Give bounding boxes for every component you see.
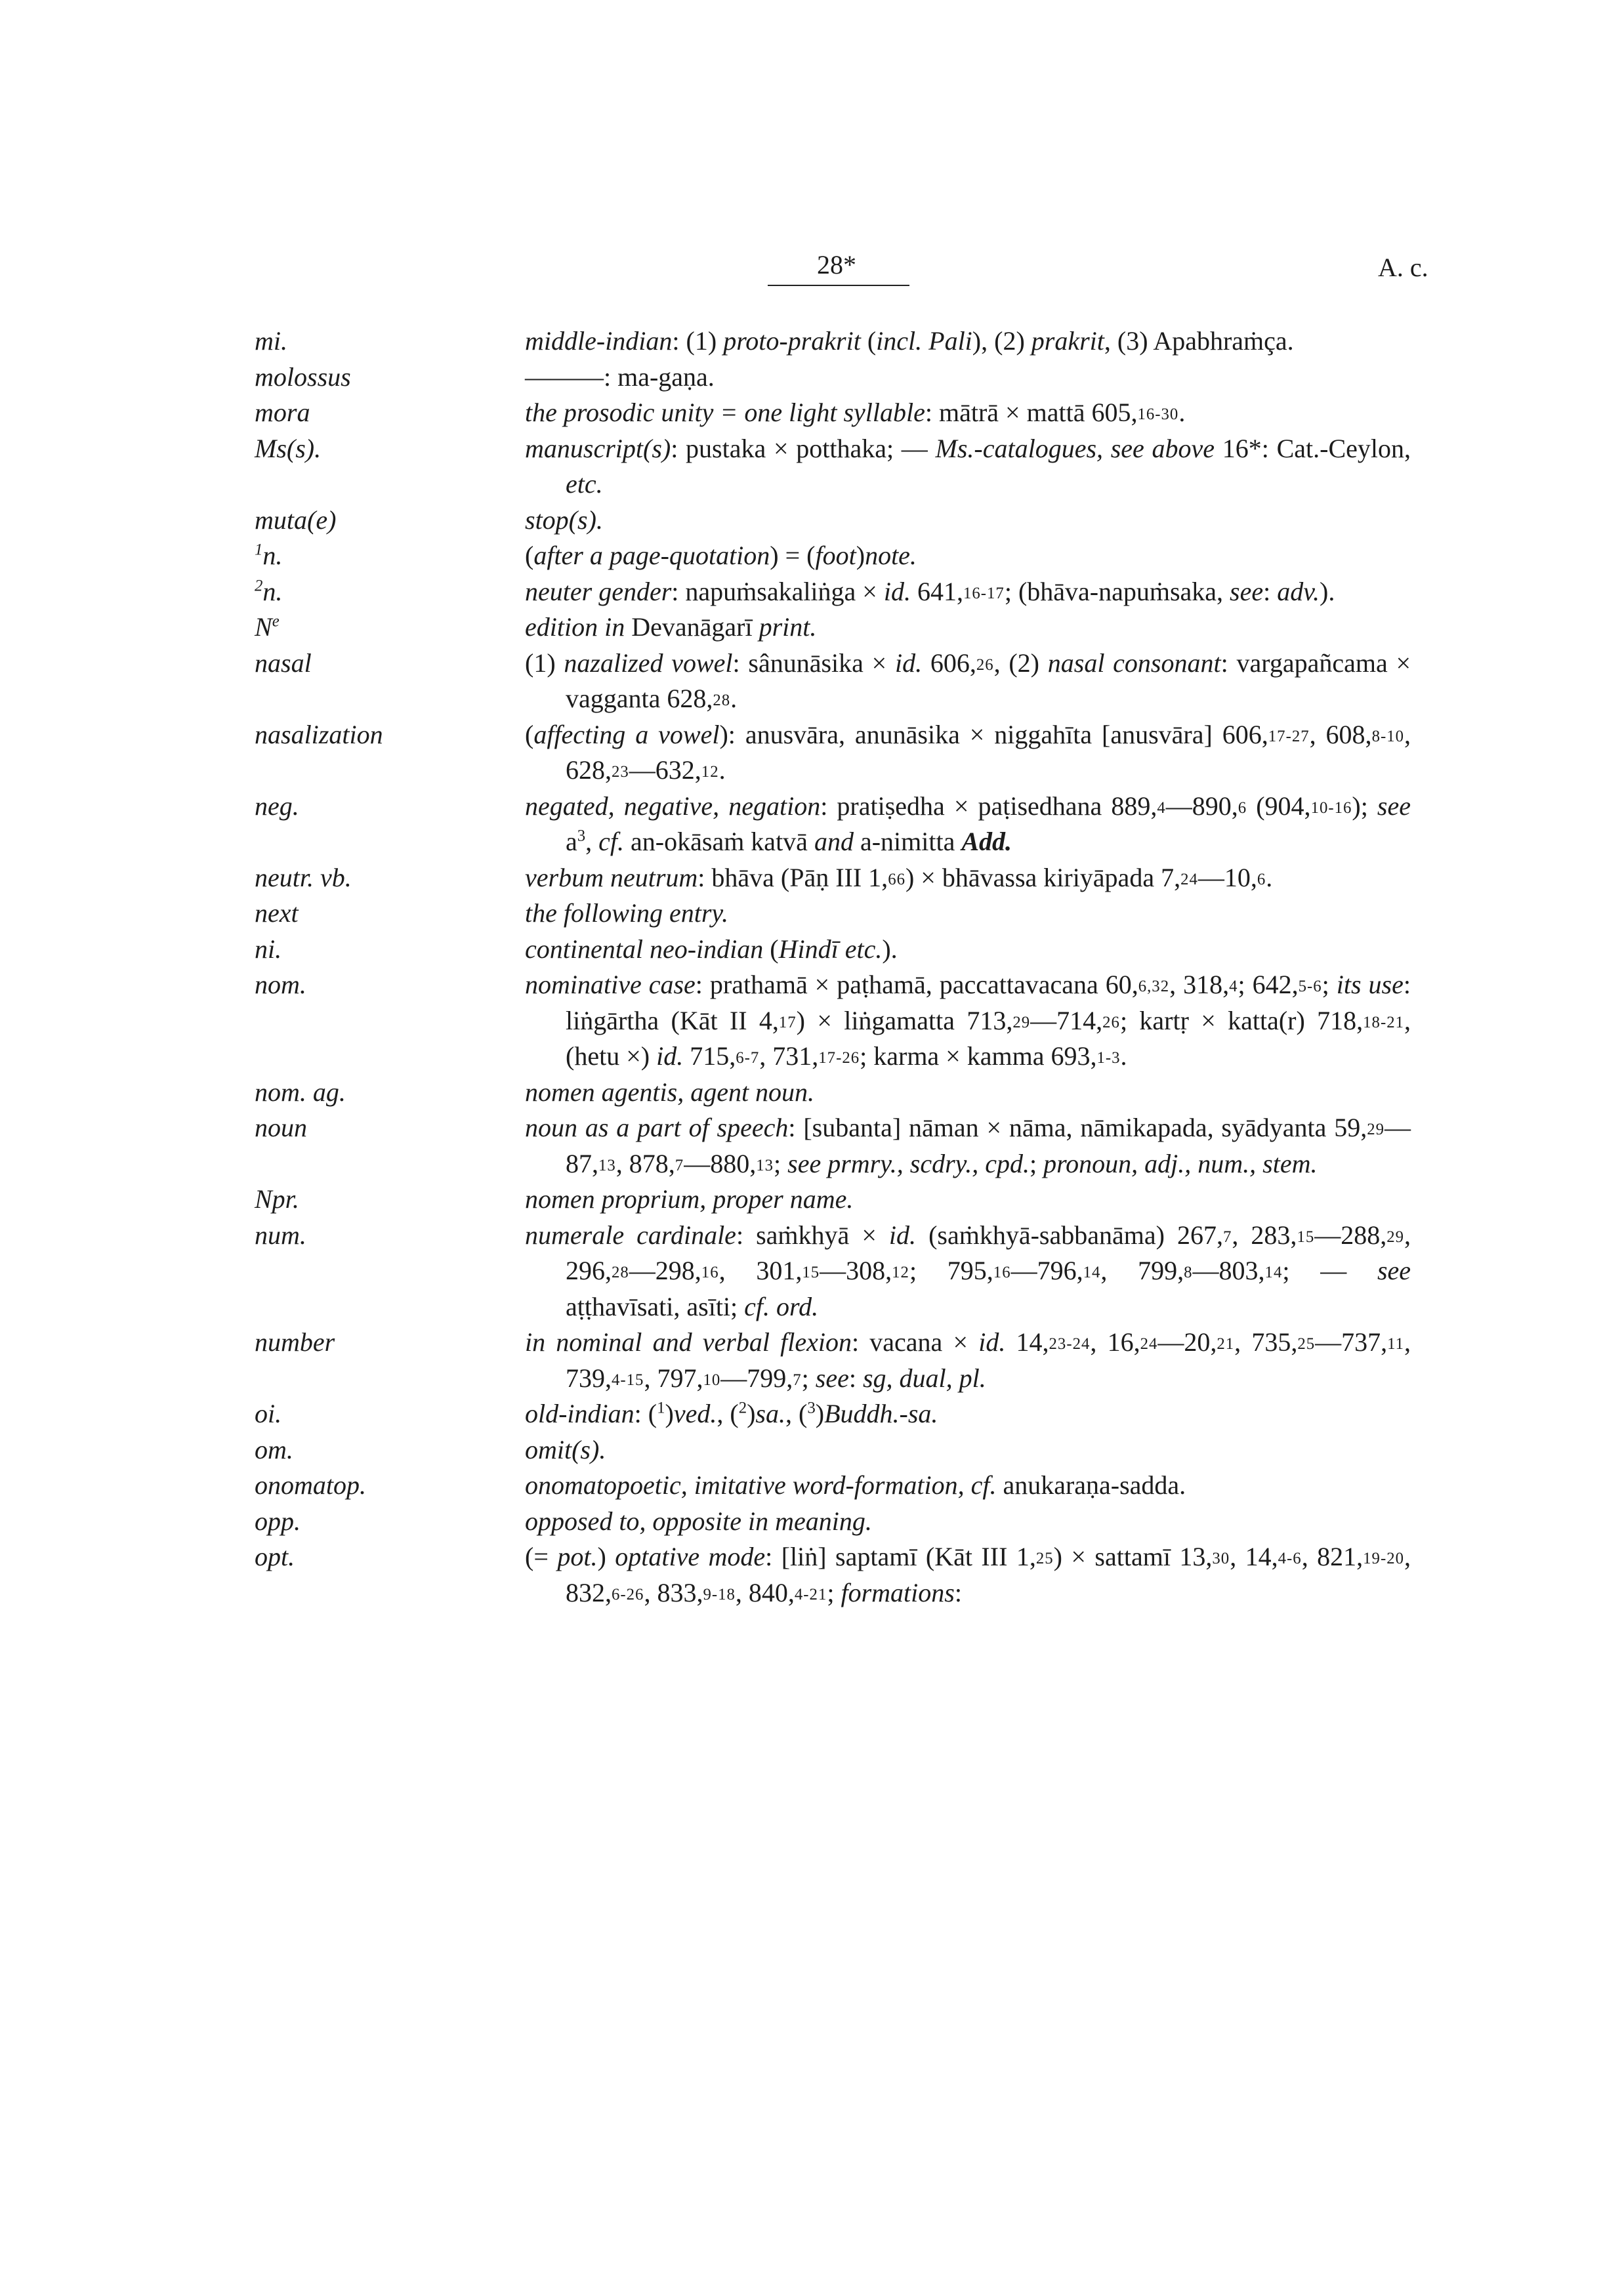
entry-definition: nomen agentis, agent noun. bbox=[525, 1077, 815, 1107]
entry-term: Ms(s). bbox=[255, 433, 322, 463]
entry-definition: neuter gender: napuṁsakaliṅga × id. $641,_{16-17}$; (bhāva-napuṁsaka, see: adv.). bbox=[525, 576, 1335, 606]
entry-row bbox=[0, 1218, 1624, 1325]
entry-definition: middle-indian: (1) proto-prakrit (incl. Pali), (2) prakrit, (3) Apabhraṁça. bbox=[525, 326, 1294, 356]
entry-definition: old-indian: ($^1$)ved., ($^2$)sa., ($^3$)Buddh.-sa. bbox=[525, 1399, 938, 1428]
entry-row bbox=[0, 717, 1624, 789]
entry-definition: ———: ma-gaṇa. bbox=[525, 362, 715, 392]
entry-definition: omit(s). bbox=[525, 1434, 606, 1464]
entry-row bbox=[0, 1396, 1624, 1432]
entry-definition: continental neo-indian (Hindī etc.). bbox=[525, 934, 898, 964]
entry-row bbox=[0, 360, 1624, 396]
entry-row bbox=[0, 896, 1624, 932]
entry-definition: opposed to, opposite in meaning. bbox=[525, 1506, 872, 1536]
entry-term: ni. bbox=[255, 934, 282, 964]
entry-definition: in nominal and verbal flexion: vacana × id. $14,_{23-24}$, $16,_{24}—20,_{21}$, $735,_{25}—737,_{11}$, $739,_{4-15}$, $797,_{10}—799,_7$; see: sg, dual, pl. bbox=[525, 1327, 1411, 1393]
entry-term: opp. bbox=[255, 1506, 301, 1536]
entry-term: neg. bbox=[255, 791, 299, 821]
entry-definition: verbum neutrum: bhāva (Pāṇ III $1,_{66}$) × bhāvassa kiriyāpada $7,_{24}—10,_6$. bbox=[525, 862, 1273, 892]
entry-term: num. bbox=[255, 1220, 306, 1250]
entry-term: $^2$n. bbox=[255, 576, 283, 606]
entry-term: nasalization bbox=[255, 719, 383, 749]
entry-term: mi. bbox=[255, 326, 287, 356]
entry-row bbox=[0, 1110, 1624, 1182]
entry-definition: the prosodic unity = one light syllable: mātrā × mattā $605,_{16-30}$. bbox=[525, 398, 1186, 427]
entry-definition: negated, negative, negation: pratiṣedha × paṭisedhana $889,_4—890,_6$ $(904,_{10-16})$; see $a^3$, cf. an-okāsaṁ katvā and a-nimitta Add. bbox=[525, 791, 1411, 856]
entry-term: nasal bbox=[255, 648, 312, 678]
entry-definition: onomatopoetic, imitative word-formation, cf. anukaraṇa-sadda. bbox=[525, 1470, 1186, 1500]
entry-row bbox=[0, 574, 1624, 610]
entry-definition: edition in Devanāgarī print. bbox=[525, 612, 817, 642]
entry-row bbox=[0, 1182, 1624, 1218]
entry-row bbox=[0, 1432, 1624, 1468]
entry-row bbox=[0, 1075, 1624, 1111]
page-header bbox=[0, 248, 1624, 294]
entry-term: nom. bbox=[255, 970, 306, 999]
entry-definition: (after a page-quotation) = (foot)note. bbox=[525, 541, 917, 570]
entry-term: next bbox=[255, 898, 299, 928]
entry-definition: (1) nazalized vowel: sânunāsika × id. $606,_{26}$, (2) nasal consonant: vargapañcama × vagganta $628,_{28}$. bbox=[525, 648, 1411, 713]
entry-row bbox=[0, 967, 1624, 1075]
entry-row bbox=[0, 395, 1624, 431]
entry-row bbox=[0, 789, 1624, 860]
entry-term: number bbox=[255, 1327, 335, 1357]
entry-definition: stop(s). bbox=[525, 505, 603, 535]
entry-row bbox=[0, 538, 1624, 574]
entry-term: muta(e) bbox=[255, 505, 337, 535]
entry-term: oi. bbox=[255, 1399, 282, 1428]
entry-term: mora bbox=[255, 398, 310, 427]
entry-definition: numerale cardinale: saṁkhyā × id. (saṁkhyā-sabbanāma) $267,_7$, $283,_{15}—288,_{29}$, $296,_{28}—298,_{16}$, $301,_{15}—308,_{12}$; $795,_{16}—796,_{14}$, $799,_8—803,_{14}$; — see aṭṭhavīsati, asīti; cf. ord. bbox=[525, 1220, 1411, 1321]
entry-row bbox=[0, 610, 1624, 646]
entry-row bbox=[0, 860, 1624, 896]
entry-list bbox=[0, 323, 1624, 1611]
entry-row bbox=[0, 431, 1624, 503]
entry-term: neutr. vb. bbox=[255, 862, 352, 892]
entry-term: molossus bbox=[255, 362, 351, 392]
entry-term: noun bbox=[255, 1113, 307, 1142]
entry-term: $N^e$ bbox=[255, 612, 280, 642]
entry-term: om. bbox=[255, 1434, 293, 1464]
entry-term: Npr. bbox=[255, 1184, 299, 1214]
section-signature: A. c. bbox=[1378, 253, 1428, 282]
entry-row bbox=[0, 932, 1624, 968]
entry-definition: (= pot.) optative mode: [liṅ] saptamī (Kāt III $1,_{25}$) × sattamī $13,_{30}$, $14,_{4-6}$, $821,_{19-20}$, $832,_{6-26}$, $833,_{9-18}$, $840,_{4-21}$; formations: bbox=[525, 1542, 1411, 1607]
entry-term: nom. ag. bbox=[255, 1077, 346, 1107]
entry-row bbox=[0, 1539, 1624, 1611]
entry-term: opt. bbox=[255, 1542, 295, 1571]
header-rule bbox=[768, 285, 909, 286]
entry-row bbox=[0, 503, 1624, 539]
entry-definition: the following entry. bbox=[525, 898, 728, 928]
entry-row bbox=[0, 646, 1624, 717]
entry-definition: noun as a part of speech: [subanta] nāman × nāma, nāmikapada, syādyanta $59,_{29}—87,_{13}$, $878,_7—880,_{13}$; see prmry., scdry., cpd.; pronoun, adj., num., stem. bbox=[525, 1113, 1411, 1178]
entry-row bbox=[0, 1325, 1624, 1396]
entry-row bbox=[0, 1504, 1624, 1540]
page-number: 28* bbox=[817, 250, 856, 279]
entry-term: $^1$n. bbox=[255, 541, 283, 570]
entry-row bbox=[0, 323, 1624, 360]
entry-definition: nominative case: prathamā × paṭhamā, paccattavacana $60,_{6,32}$, $318,_4$; $642,_{5-6}$; its use: liṅgārtha (Kāt II $4,_{17}$) × liṅgamatta $713,_{29}—714,_{26}$; kartṛ × katta(r) $718,_{18-21}$, (hetu ×) id. $715,_{6-7}$, $731,_{17-26}$; karma × kamma $693,_{1-3}$. bbox=[525, 970, 1411, 1071]
entry-row bbox=[0, 1468, 1624, 1504]
entry-definition: manuscript(s): pustaka × potthaka; — Ms.-catalogues, see above 16*: Cat.-Ceylon, etc. bbox=[525, 433, 1411, 499]
entry-term: onomatop. bbox=[255, 1470, 366, 1500]
entry-definition: nomen proprium, proper name. bbox=[525, 1184, 854, 1214]
entry-definition: (affecting a vowel): anusvāra, anunāsika × niggahīta [anusvāra] $606,_{17-27}$, $608,_{8-10}$, $628,_{23}—632,_{12}$. bbox=[525, 719, 1411, 785]
